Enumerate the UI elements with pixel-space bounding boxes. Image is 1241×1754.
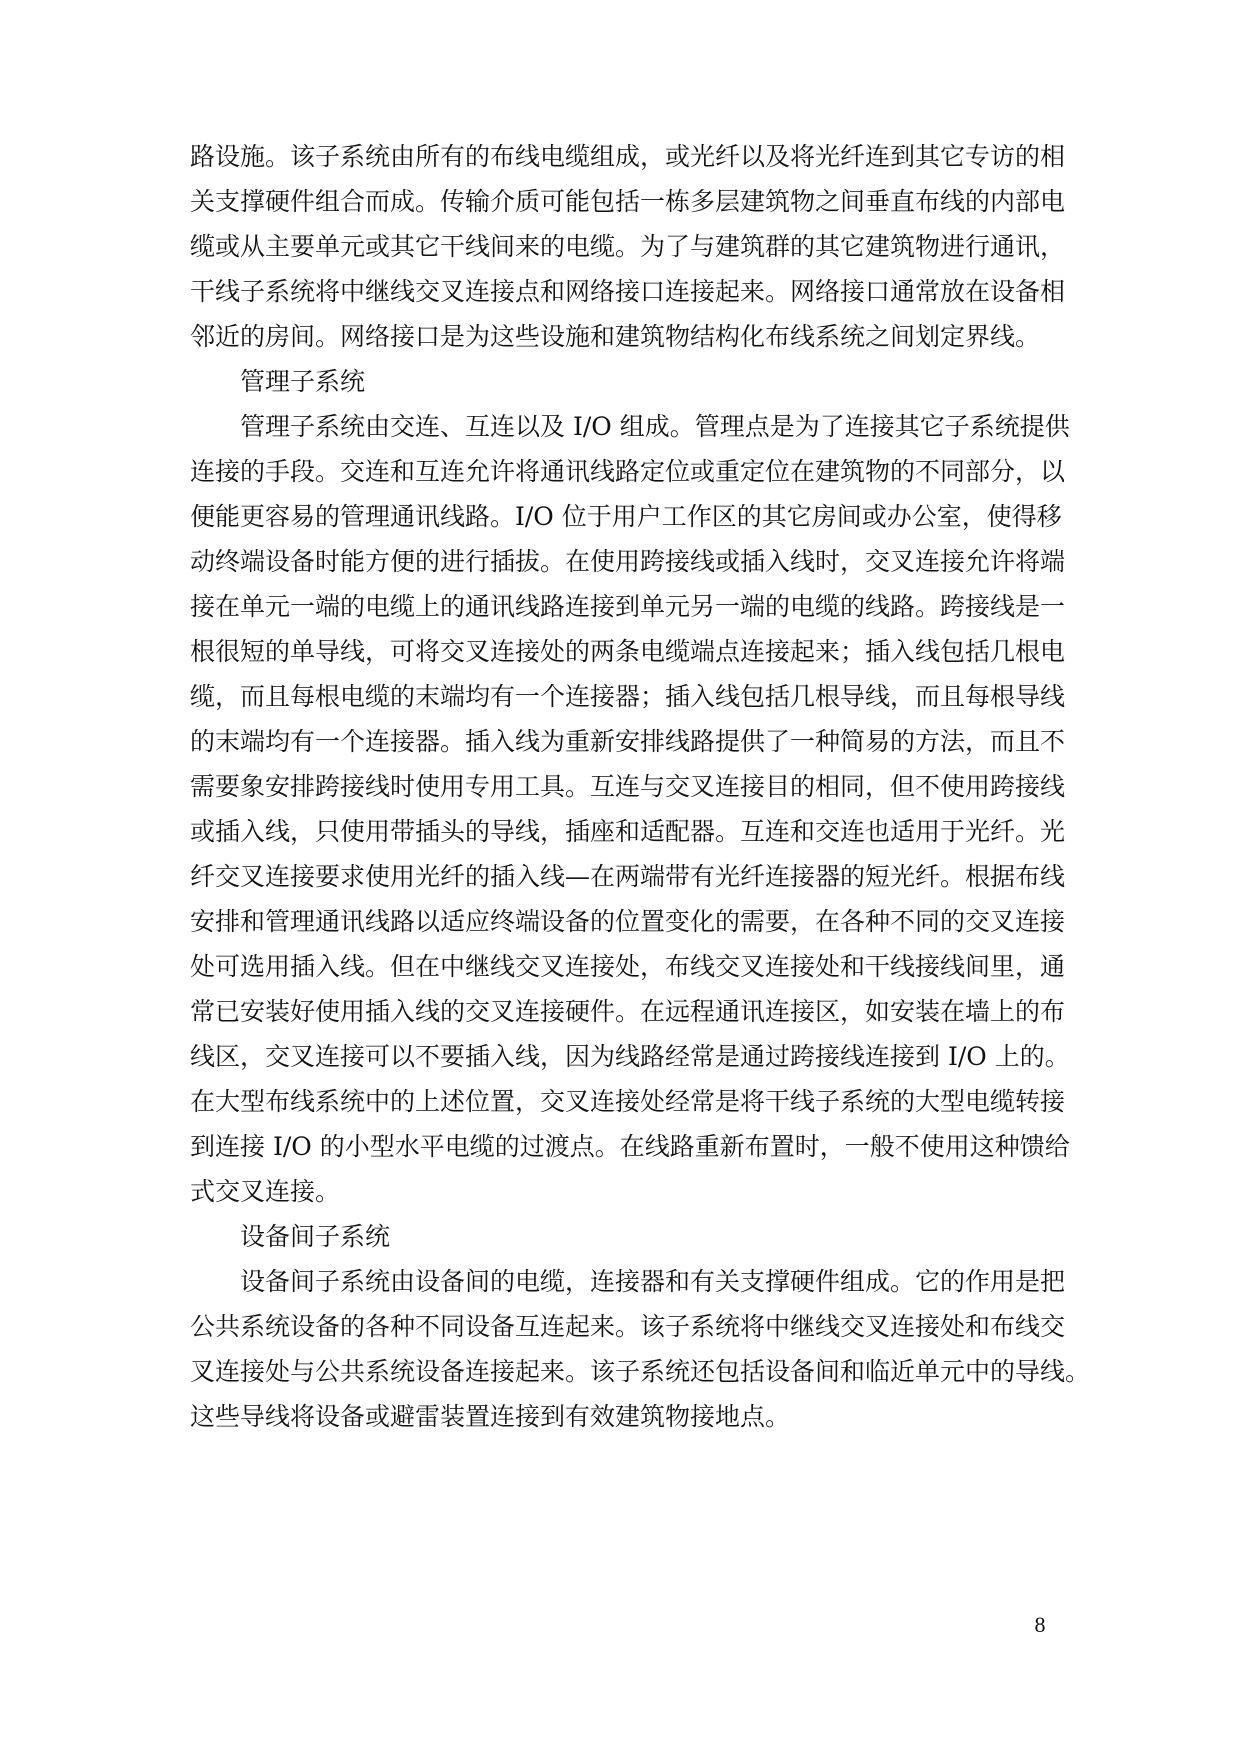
body-text-line: 路设施。该子系统由所有的布线电缆组成，或光纤以及将光纤连到其它专访的相 bbox=[190, 142, 1066, 171]
body-text-line: 关支撑硬件组合而成。传输介质可能包括一栋多层建筑物之间垂直布线的内部电 bbox=[190, 187, 1066, 216]
body-text-line: 或插入线，只使用带插头的导线，插座和适配器。互连和交连也适用于光纤。光 bbox=[190, 817, 1066, 846]
section-heading-equipment-room: 设备间子系统 bbox=[240, 1222, 391, 1251]
body-text-line: 便能更容易的管理通讯线路。I/O 位于用户工作区的其它房间或办公室，使得移 bbox=[190, 502, 1062, 531]
body-text-line: 常已安装好使用插入线的交叉连接硬件。在远程通讯连接区，如安装在墙上的布 bbox=[190, 997, 1066, 1026]
body-text-line: 干线子系统将中继线交叉连接点和网络接口连接起来。网络接口通常放在设备相 bbox=[190, 277, 1066, 306]
body-text-line: 的末端均有一个连接器。插入线为重新安排线路提供了一种简易的方法，而且不 bbox=[190, 727, 1066, 756]
body-text-line: 叉连接处与公共系统设备连接起来。该子系统还包括设备间和临近单元中的导线。 bbox=[190, 1357, 1091, 1386]
body-text-line: 缆或从主要单元或其它干线间来的电缆。为了与建筑群的其它建筑物进行通讯， bbox=[190, 232, 1066, 261]
body-text-line: 连接的手段。交连和互连允许将通讯线路定位或重定位在建筑物的不同部分，以 bbox=[190, 457, 1066, 486]
body-text-line: 缆，而且每根电缆的末端均有一个连接器；插入线包括几根导线，而且每根导线 bbox=[190, 682, 1066, 711]
body-text-line: 需要象安排跨接线时使用专用工具。互连与交叉连接目的相同，但不使用跨接线 bbox=[190, 772, 1066, 801]
body-text-line: 邻近的房间。网络接口是为这些设施和建筑物结构化布线系统之间划定界线。 bbox=[190, 322, 1041, 351]
body-text-line: 处可选用插入线。但在中继线交叉连接处，布线交叉连接处和干线接线间里，通 bbox=[190, 952, 1066, 981]
body-text-line: 式交叉连接。 bbox=[190, 1177, 341, 1206]
paragraph-first-line: 管理子系统由交连、互连以及 I/O 组成。管理点是为了连接其它子系统提供 bbox=[240, 412, 1070, 441]
body-text-line: 这些导线将设备或避雷装置连接到有效建筑物接地点。 bbox=[190, 1402, 791, 1431]
body-text-line: 动终端设备时能方便的进行插拔。在使用跨接线或插入线时，交叉连接允许将端 bbox=[190, 547, 1066, 576]
body-text-line: 安排和管理通讯线路以适应终端设备的位置变化的需要，在各种不同的交叉连接 bbox=[190, 907, 1066, 936]
body-text-line: 公共系统设备的各种不同设备互连起来。该子系统将中继线交叉连接处和布线交 bbox=[190, 1312, 1066, 1341]
body-text-line: 线区，交叉连接可以不要插入线，因为线路经常是通过跨接线连接到 I/O 上的。 bbox=[190, 1042, 1070, 1071]
body-text-line: 在大型布线系统中的上述位置，交叉连接处经常是将干线子系统的大型电缆转接 bbox=[190, 1087, 1066, 1116]
paragraph-first-line: 设备间子系统由设备间的电缆，连接器和有关支撑硬件组成。它的作用是把 bbox=[240, 1267, 1066, 1296]
body-text-line: 到连接 I/O 的小型水平电缆的过渡点。在线路重新布置时，一般不使用这种馈给 bbox=[190, 1132, 1070, 1161]
body-text-line: 纤交叉连接要求使用光纤的插入线—在两端带有光纤连接器的短光纤。根据布线 bbox=[190, 862, 1066, 891]
section-heading-management: 管理子系统 bbox=[240, 367, 366, 396]
page-number: 8 bbox=[1034, 1612, 1046, 1637]
body-text-line: 接在单元一端的电缆上的通讯线路连接到单元另一端的电缆的线路。跨接线是一 bbox=[190, 592, 1066, 621]
body-text-line: 根很短的单导线，可将交叉连接处的两条电缆端点连接起来；插入线包括几根电 bbox=[190, 637, 1066, 666]
